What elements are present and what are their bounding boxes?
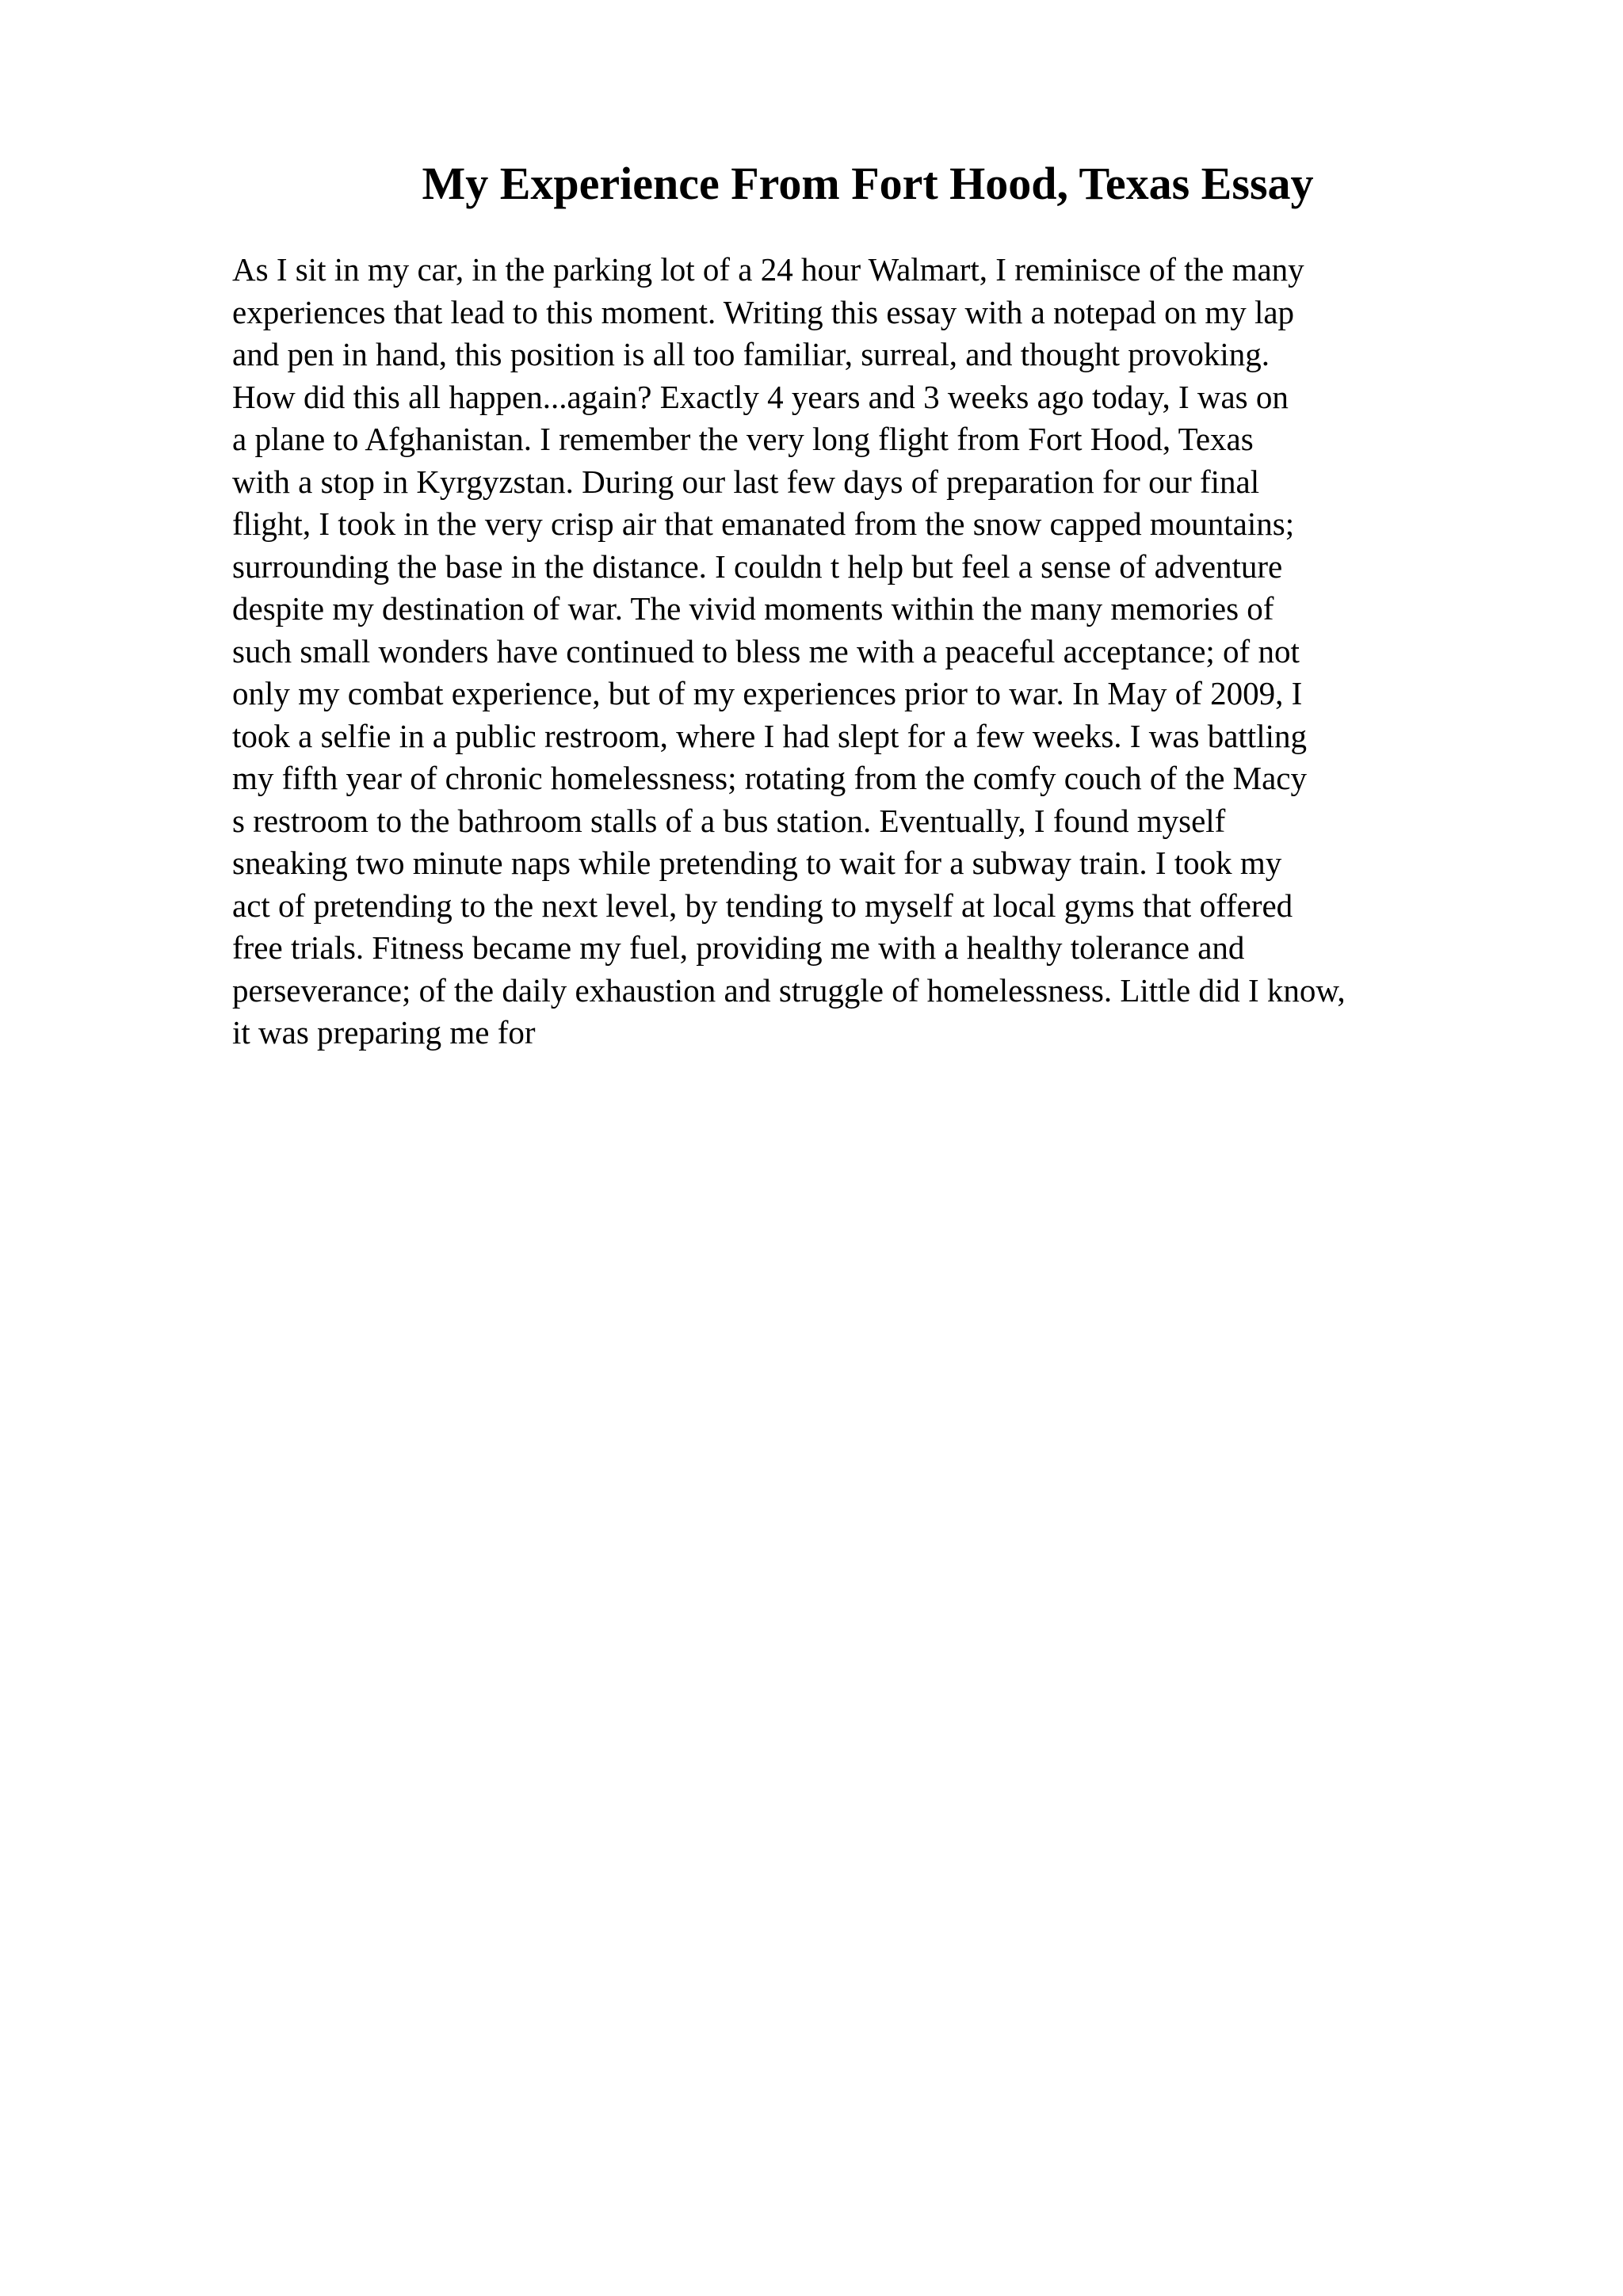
essay-line: surrounding the base in the distance. I couldn t help but feel a sense of adventure bbox=[232, 547, 1283, 585]
essay-line: As I sit in my car, in the parking lot of a 24 hour Walmart, I reminisce of the many bbox=[232, 251, 1304, 288]
essay-line: s restroom to the bathroom stalls of a bus station. Eventually, I found myself bbox=[232, 802, 1226, 839]
essay-line: such small wonders have continued to bless me with a peaceful acceptance; of not bbox=[232, 632, 1300, 669]
essay-line: with a stop in Kyrgyzstan. During our last few days of preparation for our final bbox=[232, 463, 1260, 500]
essay-line: experiences that lead to this moment. Writing this essay with a notepad on my lap bbox=[232, 293, 1295, 330]
essay-line: act of pretending to the next level, by tending to myself at local gyms that offered bbox=[232, 887, 1293, 924]
essay-line: a plane to Afghanistan. I remember the very long flight from Fort Hood, Texas bbox=[232, 421, 1254, 457]
essay-line: my fifth year of chronic homelessness; rotating from the comfy couch of the Macy bbox=[232, 760, 1308, 796]
essay-line: it was preparing me for bbox=[232, 1014, 536, 1051]
essay-line: took a selfie in a public restroom, where I had slept for a few weeks. I was battling bbox=[232, 717, 1307, 754]
essay-title: My Experience From Fort Hood, Texas Essay bbox=[422, 158, 1314, 209]
essay-line: perseverance; of the daily exhaustion and struggle of homelessness. Little did I know, bbox=[232, 971, 1346, 1009]
essay-line: How did this all happen...again? Exactly 4 years and 3 weeks ago today, I was on bbox=[232, 378, 1289, 415]
essay-line: sneaking two minute naps while pretending to wait for a subway train. I took my bbox=[232, 845, 1282, 881]
essay-line: and pen in hand, this position is all too familiar, surreal, and thought provoking. bbox=[232, 336, 1270, 372]
essay-line: flight, I took in the very crisp air that emanated from the snow capped mountains; bbox=[232, 505, 1295, 542]
essay-line: only my combat experience, but of my experiences prior to war. In May of 2009, I bbox=[232, 675, 1303, 711]
essay-line: free trials. Fitness became my fuel, providing me with a healthy tolerance and bbox=[232, 929, 1245, 966]
essay-body bbox=[232, 249, 1595, 1055]
essay-line: despite my destination of war. The vivid moments within the many memories of bbox=[232, 590, 1274, 627]
